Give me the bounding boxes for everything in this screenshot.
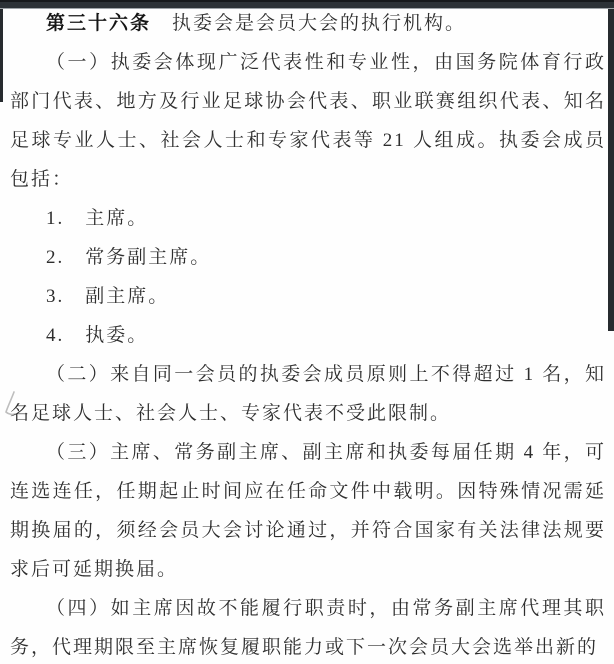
article-body <box>10 4 606 664</box>
scan-edge-left <box>0 9 3 102</box>
clause-two: （二）来自同一会员的执委会成员原则上不得超过 1 名，知名足球人士、社会人士、专家代表不受此限制。 <box>10 364 606 424</box>
member-item-executive-member: 4. 执委。 <box>46 325 149 346</box>
member-item-chairman: 1. 主席。 <box>46 208 149 229</box>
member-item-executive-vice-chairman: 2. 常务副主席。 <box>46 247 212 268</box>
member-item-vice-chairman: 3. 副主席。 <box>46 286 170 307</box>
clause-one: （一）执委会体现广泛代表性和专业性，由国务院体育行政部门代表、地方及行业足球协会代表、职业联赛组织代表、知名足球专业人士、社会人士和专家代表等 21 人组成。执委会成员包括： <box>10 52 606 190</box>
article-heading <box>10 4 606 43</box>
article-intro: 执委会是会员大会的执行机构。 <box>151 13 467 34</box>
scan-edge-right <box>608 9 614 331</box>
article-number: 第三十六条 <box>46 13 152 34</box>
clause-three: （三）主席、常务副主席、副主席和执委每届任期 4 年，可连选连任，任期起止时间应在任命文件中载明。因特殊情况需延期换届的，须经会员大会讨论通过，并符合国家有关法律法规要求后可延期换届。 <box>10 442 606 580</box>
clause-four: （四）如主席因故不能履行职责时，由常务副主席代理其职务，代理期限至主席恢复履职能力或下一次会员大会选举出新的 <box>10 598 606 658</box>
